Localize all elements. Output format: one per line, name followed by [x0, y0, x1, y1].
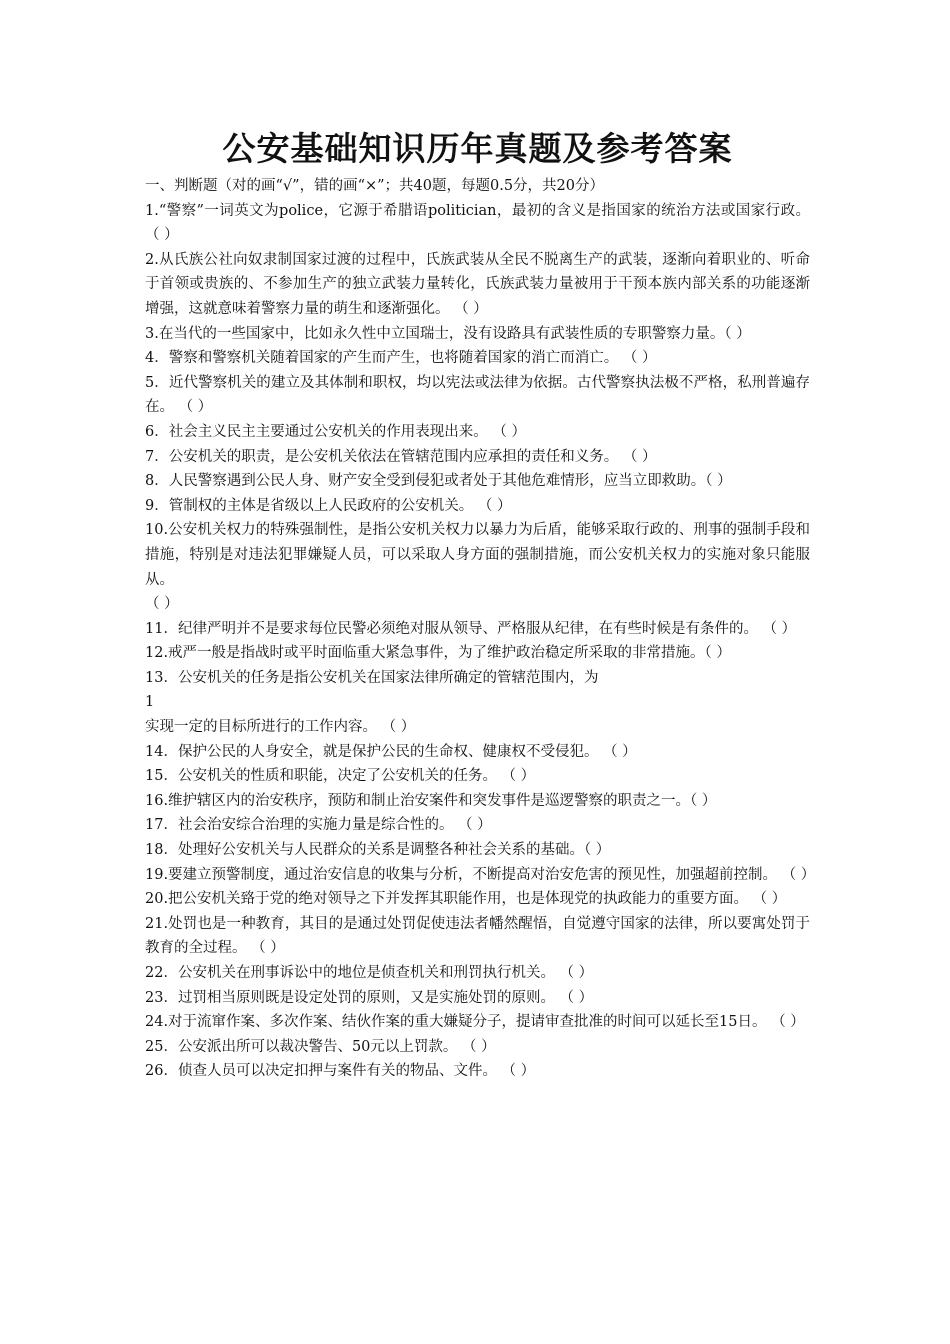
list-item: 24.对于流窜作案、多次作案、结伙作案的重大嫌疑分子，提请审查批准的时间可以延长至15日。 （ ）	[145, 1014, 805, 1031]
list-item: （ ）	[145, 596, 179, 613]
document-title: 公安基础知识历年真题及参考答案	[222, 129, 733, 168]
list-item: 20.把公安机关臵于党的绝对领导之下并发挥其职能作用，也是体现党的执政能力的重要方面。 （ ）	[145, 891, 787, 908]
list-item: 26．侦查人员可以决定扣押与案件有关的物品、文件。 （ ）	[145, 1063, 536, 1080]
list-item: 6．社会主义民主主要通过公安机关的作用表现出来。 （ ）	[145, 423, 526, 440]
list-item: 23．过罚相当原则既是设定处罚的原则，又是实施处罚的原则。 （ ）	[145, 989, 594, 1006]
list-item: 14．保护公民的人身安全，就是保护公民的生命权、健康权不受侵犯。 （ ）	[145, 743, 637, 760]
list-item: 1.“警察”一词英文为police，它源于希腊语politician，最初的含义是指国家的统治方法或国家行政。 （ ）	[145, 202, 810, 244]
list-item: 19.要建立预警制度，通过治安信息的收集与分析，不断提高对治安危害的预见性，加强超前控制。 （ ）	[145, 866, 816, 883]
list-item: 17．社会治安综合治理的实施力量是综合性的。 （ ）	[145, 817, 492, 834]
document-page	[145, 126, 816, 1084]
section-heading: 一、判断题（对的画“√”，错的画“×”；共40题，每题0.5分，共20分）	[145, 178, 604, 194]
list-item: 9．管制权的主体是省级以上人民政府的公安机关。 （ ）	[145, 497, 512, 514]
question-list	[145, 199, 816, 1084]
list-item: 10.公安机关权力的特殊强制性，是指公安机关权力以暴力为后盾，能够采取行政的、刑事的强制手段和措施，特别是对违法犯罪嫌疑人员，可以采取人身方面的强制措施，而公安机关权力的实施对象只能服从。	[145, 522, 810, 588]
page-number: 1	[145, 694, 155, 711]
list-item: 18．处理好公安机关与人民群众的关系是调整各种社会关系的基础。（ ）	[145, 842, 611, 859]
list-item: 25．公安派出所可以裁决警告、50元以上罚款。 （ ）	[145, 1038, 496, 1055]
list-item: 3.在当代的一些国家中，比如永久性中立国瑞士，没有设路具有武装性质的专职警察力量。（ ）	[145, 325, 751, 342]
list-item: 15．公安机关的性质和职能，决定了公安机关的任务。 （ ）	[145, 768, 536, 785]
list-item: 12.戒严一般是指战时或平时面临重大紧急事件，为了维护政治稳定所采取的非常措施。（ ）	[145, 645, 731, 662]
list-item: 11．纪律严明并不是要求每位民警必须绝对服从领导、严格服从纪律，在有些时候是有条件的。 （ ）	[145, 620, 797, 637]
list-item: 21.处罚也是一种教育，其目的是通过处罚促使违法者幡然醒悟，自觉遵守国家的法律，所以要寓处罚于教育的全过程。 （ ）	[145, 915, 810, 957]
list-item: 实现一定的目标所进行的工作内容。 （ ）	[145, 719, 416, 736]
list-item: 22．公安机关在刑事诉讼中的地位是侦查机关和刑罚执行机关。 （ ）	[145, 965, 594, 981]
list-item: 2.从氏族公社向奴隶制国家过渡的过程中，氏族武装从全民不脱离生产的武装，逐渐向着职业的、听命于首领或贵族的、不参加生产的独立武装力量转化，氏族武装力量被用于干预本族内部关系的功能逐渐增强，这就意味着警察力量的萌生和逐渐强化。 （ ）	[145, 251, 810, 317]
list-item: 13．公安机关的任务是指公安机关在国家法律所确定的管辖范围内，为	[145, 669, 599, 686]
list-item: 8．人民警察遇到公民人身、财产安全受到侵犯或者处于其他危难情形，应当立即救助。（ ）	[145, 473, 732, 490]
list-item: 4．警察和警察机关随着国家的产生而产生，也将随着国家的消亡而消亡。 （ ）	[145, 350, 657, 367]
list-item: 7．公安机关的职责，是公安机关依法在管辖范围内应承担的责任和义务。 （ ）	[145, 448, 657, 465]
list-item: 5．近代警察机关的建立及其体制和职权，均以宪法或法律为依据。古代警察执法极不严格，私刑普遍存在。 （ ）	[145, 374, 810, 416]
list-item: 16.维护辖区内的治安秩序，预防和制止治安案件和突发事件是巡逻警察的职责之一。（ ）	[145, 792, 717, 809]
